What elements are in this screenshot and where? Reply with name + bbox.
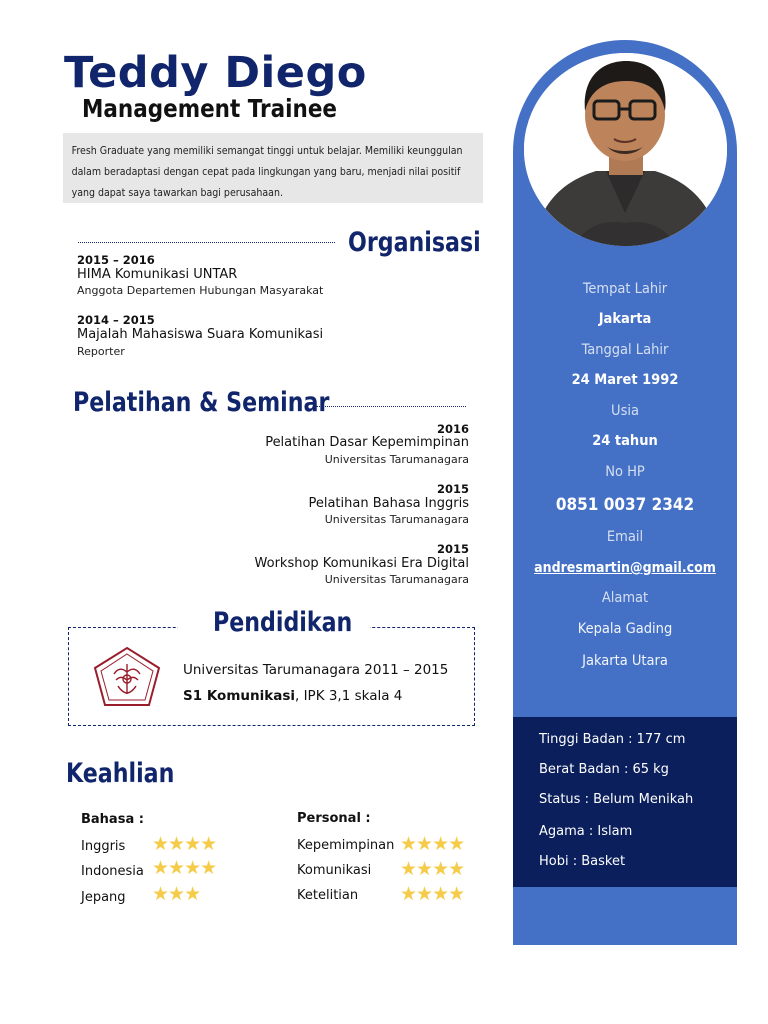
religion-row	[539, 824, 632, 839]
hobby-row	[539, 854, 625, 869]
skill-name: Kepemimpinan	[297, 838, 395, 853]
birthplace-value: Jakarta	[598, 311, 652, 327]
org-role: Anggota Departemen Hubungan Masyarakat	[77, 284, 324, 297]
star-rating-icon: ★★★★	[152, 857, 217, 879]
address-label: Alamat	[601, 590, 649, 606]
hobby-label: Hobi	[539, 854, 569, 869]
organisasi-divider	[78, 242, 335, 243]
star-rating-icon: ★★★★	[400, 858, 465, 880]
star-rating-icon: ★★★★	[400, 833, 465, 855]
star-rating-icon: ★★★★	[400, 883, 465, 905]
org-role: Reporter	[77, 345, 125, 358]
candidate-name: Teddy Diego	[64, 48, 367, 98]
training-org: Universitas Tarumanagara	[324, 573, 469, 586]
pelatihan-heading: Pelatihan & Seminar	[73, 387, 330, 418]
org-name: HIMA Komunikasi UNTAR	[77, 267, 238, 282]
organisasi-heading: Organisasi	[348, 227, 481, 258]
weight-row	[539, 762, 669, 777]
weight-value: : 65 kg	[623, 762, 669, 777]
address-line-1: Kepala Gading	[577, 621, 673, 637]
training-org: Universitas Tarumanagara	[324, 453, 469, 466]
university-logo-icon	[92, 646, 162, 708]
age-value: 24 tahun	[592, 433, 658, 449]
email-link[interactable]: andresmartin@gmail.com	[534, 560, 716, 576]
pendidikan-heading: Pendidikan	[213, 607, 353, 638]
birthdate-label: Tanggal Lahir	[581, 342, 669, 358]
org-period: 2014 – 2015	[77, 313, 155, 327]
height-value: : 177 cm	[628, 732, 686, 747]
education-degree: S1 Komunikasi	[183, 688, 295, 704]
keahlian-heading: Keahlian	[66, 758, 175, 789]
star-rating-icon: ★★★★	[152, 833, 217, 855]
phone-value: 0851 0037 2342	[555, 495, 695, 515]
height-label: Tinggi Badan	[539, 732, 624, 747]
summary-text: Fresh Graduate yang memiliki semangat tinggi untuk belajar. Memiliki keunggulan dalam beradaptasi dengan cepat pada lingkungan yang baru, menjadi nilai positif yang dapat saya tawarkan bagi perusahaan.	[71, 144, 463, 199]
training-year: 2016	[436, 422, 469, 436]
org-period: 2015 – 2016	[77, 253, 155, 267]
skill-name: Jepang	[81, 890, 126, 905]
pelatihan-divider	[316, 406, 466, 407]
training-name: Pelatihan Bahasa Inggris	[308, 496, 469, 511]
training-year: 2015	[436, 542, 469, 556]
birthdate-value: 24 Maret 1992	[571, 372, 679, 388]
marital-status-row	[539, 792, 693, 807]
org-name: Majalah Mahasiswa Suara Komunikasi	[77, 327, 324, 342]
language-skills-heading: Bahasa :	[81, 812, 144, 827]
training-org: Universitas Tarumanagara	[324, 513, 469, 526]
address-line-2: Jakarta Utara	[582, 653, 668, 669]
religion-label: Agama	[539, 824, 585, 839]
weight-label: Berat Badan	[539, 762, 620, 777]
hobby-value: : Basket	[572, 854, 626, 869]
training-year: 2015	[436, 482, 469, 496]
personal-skills-heading: Personal :	[297, 811, 371, 826]
status-value: : Belum Menikah	[584, 792, 694, 807]
education-gpa: , IPK 3,1 skala 4	[294, 688, 403, 704]
email-label: Email	[606, 529, 644, 545]
education-university: Universitas Tarumanagara 2011 – 2015	[183, 662, 449, 678]
birthplace-label: Tempat Lahir	[582, 281, 668, 297]
skill-name: Komunikasi	[297, 863, 372, 878]
education-degree-line	[183, 688, 402, 704]
religion-value: : Islam	[588, 824, 633, 839]
training-name: Pelatihan Dasar Kepemimpinan	[265, 435, 469, 450]
job-title: Management Trainee	[82, 94, 338, 123]
age-label: Usia	[611, 403, 639, 419]
skill-name: Ketelitian	[297, 888, 359, 903]
status-label: Status	[539, 792, 581, 807]
summary-box	[63, 133, 483, 203]
skill-name: Inggris	[81, 839, 126, 854]
height-row	[539, 732, 685, 747]
training-name: Workshop Komunikasi Era Digital	[254, 556, 469, 571]
profile-photo	[524, 53, 727, 246]
star-rating-icon: ★★★	[152, 883, 201, 905]
phone-label: No HP	[605, 464, 645, 480]
skill-name: Indonesia	[81, 864, 144, 879]
